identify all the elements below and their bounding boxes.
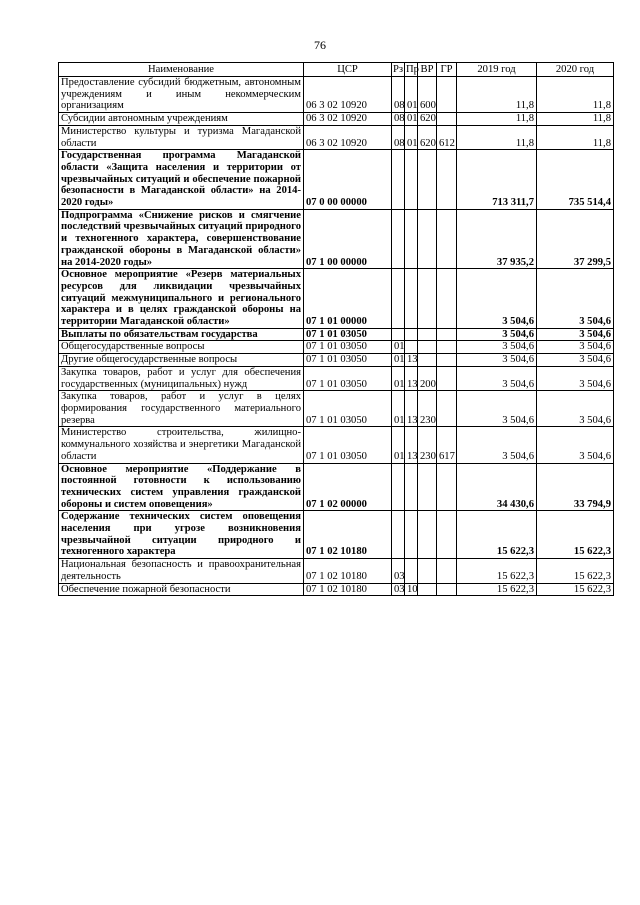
row-name: Подпрограмма «Снижение рисков и смягчение последствий чрезвычайных ситуаций природного и техногенного характера, совершенствование гражданской обороны в Магаданской области» на 2014-2020 годы» xyxy=(59,209,304,269)
row-pr: 13 xyxy=(405,427,418,463)
row-name: Содержание технических систем оповещения населения при угрозе возникновения чрезвычайной ситуации природного и техногенного характера xyxy=(59,511,304,559)
row-name: Государственная программа Магаданской области «Защита населения и территории от чрезвычайных ситуаций и обеспечение пожарной безопасности в Магаданской области» на 2014-2020 годы» xyxy=(59,150,304,210)
row-csr: 06 3 02 10920 xyxy=(304,77,392,113)
table-row xyxy=(59,328,614,341)
budget-table xyxy=(58,62,614,596)
row-amount-2020: 11,8 xyxy=(537,77,614,113)
row-csr: 07 1 01 03050 xyxy=(304,354,392,367)
row-vr: 620 xyxy=(418,113,437,126)
row-amount-2019: 15 622,3 xyxy=(457,511,537,559)
row-amount-2019: 3 504,6 xyxy=(457,427,537,463)
row-gr: 617 xyxy=(437,427,457,463)
row-csr: 07 1 01 03050 xyxy=(304,391,392,427)
row-amount-2020: 3 504,6 xyxy=(537,341,614,354)
row-vr xyxy=(418,511,437,559)
table-header-row xyxy=(59,63,614,77)
row-name: Закупка товаров, работ и услуг для обеспечения государственных (муниципальных) нужд xyxy=(59,366,304,390)
table-row xyxy=(59,354,614,367)
table-row xyxy=(59,463,614,511)
row-rz: 01 xyxy=(392,354,405,367)
row-amount-2020: 735 514,4 xyxy=(537,150,614,210)
row-pr xyxy=(405,150,418,210)
row-name: Национальная безопасность и правоохранительная деятельность xyxy=(59,559,304,583)
row-vr: 230 xyxy=(418,391,437,427)
row-amount-2019: 3 504,6 xyxy=(457,366,537,390)
row-amount-2020: 37 299,5 xyxy=(537,209,614,269)
row-amount-2020: 15 622,3 xyxy=(537,559,614,583)
col-header-pr: Пр xyxy=(406,63,419,75)
row-csr: 07 1 02 10180 xyxy=(304,583,392,596)
row-csr: 06 3 02 10920 xyxy=(304,125,392,149)
row-amount-2020: 11,8 xyxy=(537,125,614,149)
row-name: Министерство строительства, жилищно-коммунального хозяйства и энергетики Магаданской области xyxy=(59,427,304,463)
row-amount-2019: 3 504,6 xyxy=(457,269,537,329)
row-gr xyxy=(437,583,457,596)
row-gr xyxy=(437,328,457,341)
row-amount-2020: 11,8 xyxy=(537,113,614,126)
row-name: Министерство культуры и туризма Магаданской области xyxy=(59,125,304,149)
row-csr: 07 0 00 00000 xyxy=(304,150,392,210)
row-csr: 07 1 01 03050 xyxy=(304,328,392,341)
row-pr xyxy=(405,328,418,341)
row-rz: 08 xyxy=(392,113,405,126)
row-vr: 230 xyxy=(418,427,437,463)
row-rz: 08 xyxy=(392,125,405,149)
row-rz xyxy=(392,511,405,559)
row-pr: 13 xyxy=(405,391,418,427)
row-pr xyxy=(405,209,418,269)
row-amount-2019: 3 504,6 xyxy=(457,328,537,341)
table-row xyxy=(59,366,614,390)
row-vr: 200 xyxy=(418,366,437,390)
row-vr xyxy=(418,463,437,511)
row-amount-2020: 3 504,6 xyxy=(537,427,614,463)
row-amount-2020: 3 504,6 xyxy=(537,269,614,329)
table-row xyxy=(59,559,614,583)
row-gr xyxy=(437,341,457,354)
row-amount-2019: 11,8 xyxy=(457,77,537,113)
row-gr xyxy=(437,354,457,367)
row-name: Обеспечение пожарной безопасности xyxy=(59,583,304,596)
table-row xyxy=(59,150,614,210)
row-rz: 03 xyxy=(392,559,405,583)
row-csr: 07 1 01 03050 xyxy=(304,341,392,354)
row-pr: 13 xyxy=(405,354,418,367)
row-vr xyxy=(418,559,437,583)
row-amount-2020: 3 504,6 xyxy=(537,391,614,427)
row-pr: 13 xyxy=(405,366,418,390)
row-csr: 07 1 01 03050 xyxy=(304,427,392,463)
row-pr: 01 xyxy=(405,77,418,113)
row-gr xyxy=(437,113,457,126)
col-header-csr: ЦСР xyxy=(304,63,392,77)
row-amount-2020: 15 622,3 xyxy=(537,583,614,596)
row-amount-2019: 3 504,6 xyxy=(457,391,537,427)
col-header-rz: Рз xyxy=(393,63,404,75)
row-vr xyxy=(418,150,437,210)
table-body xyxy=(59,77,614,596)
row-pr: 01 xyxy=(405,125,418,149)
row-rz: 01 xyxy=(392,391,405,427)
row-rz xyxy=(392,269,405,329)
row-name: Другие общегосударственные вопросы xyxy=(59,354,304,367)
row-vr: 600 xyxy=(418,77,437,113)
row-amount-2019: 713 311,7 xyxy=(457,150,537,210)
row-vr xyxy=(418,209,437,269)
row-pr xyxy=(405,511,418,559)
row-csr: 06 3 02 10920 xyxy=(304,113,392,126)
table-row xyxy=(59,511,614,559)
row-csr: 07 1 00 00000 xyxy=(304,209,392,269)
row-amount-2019: 11,8 xyxy=(457,113,537,126)
table-row xyxy=(59,125,614,149)
row-pr xyxy=(405,463,418,511)
row-name: Субсидии автономным учреждениям xyxy=(59,113,304,126)
row-gr xyxy=(437,463,457,511)
row-pr: 01 xyxy=(405,113,418,126)
table-row xyxy=(59,113,614,126)
row-vr: 620 xyxy=(418,125,437,149)
table-row xyxy=(59,427,614,463)
col-header-vr: ВР xyxy=(418,63,437,77)
row-csr: 07 1 01 00000 xyxy=(304,269,392,329)
row-pr xyxy=(405,559,418,583)
row-amount-2020: 15 622,3 xyxy=(537,511,614,559)
row-vr xyxy=(418,269,437,329)
col-header-2020: 2020 год xyxy=(537,63,614,77)
row-amount-2019: 3 504,6 xyxy=(457,341,537,354)
row-name: Общегосударственные вопросы xyxy=(59,341,304,354)
row-amount-2019: 3 504,6 xyxy=(457,354,537,367)
col-header-gr: ГР xyxy=(437,63,457,77)
row-amount-2020: 3 504,6 xyxy=(537,366,614,390)
row-rz xyxy=(392,150,405,210)
row-amount-2019: 11,8 xyxy=(457,125,537,149)
table-row xyxy=(59,391,614,427)
row-amount-2019: 34 430,6 xyxy=(457,463,537,511)
row-csr: 07 1 02 10180 xyxy=(304,511,392,559)
row-name: Предоставление субсидий бюджетным, автономным учреждениям и иным некоммерческим организациям xyxy=(59,77,304,113)
table-row xyxy=(59,209,614,269)
row-gr xyxy=(437,511,457,559)
row-rz xyxy=(392,328,405,341)
row-rz: 01 xyxy=(392,427,405,463)
row-pr xyxy=(405,341,418,354)
row-vr xyxy=(418,341,437,354)
row-gr xyxy=(437,391,457,427)
col-header-2019: 2019 год xyxy=(457,63,537,77)
row-amount-2020: 3 504,6 xyxy=(537,328,614,341)
table-row xyxy=(59,341,614,354)
row-amount-2020: 3 504,6 xyxy=(537,354,614,367)
row-gr: 612 xyxy=(437,125,457,149)
row-csr: 07 1 02 00000 xyxy=(304,463,392,511)
row-pr: 10 xyxy=(405,583,418,596)
row-amount-2019: 15 622,3 xyxy=(457,559,537,583)
row-rz: 03 xyxy=(392,583,405,596)
row-name: Закупка товаров, работ и услуг в целях формирования государственного материального резерва xyxy=(59,391,304,427)
row-pr xyxy=(405,269,418,329)
row-name: Основное мероприятие «Поддержание в постоянной готовности к использованию технических систем управления гражданской обороны и систем оповещения» xyxy=(59,463,304,511)
row-name: Выплаты по обязательствам государства xyxy=(59,328,304,341)
row-vr xyxy=(418,328,437,341)
page-number: 76 xyxy=(314,38,326,52)
row-gr xyxy=(437,366,457,390)
row-amount-2019: 37 935,2 xyxy=(457,209,537,269)
row-csr: 07 1 02 10180 xyxy=(304,559,392,583)
row-amount-2019: 15 622,3 xyxy=(457,583,537,596)
row-rz xyxy=(392,463,405,511)
row-gr xyxy=(437,77,457,113)
row-rz xyxy=(392,209,405,269)
table-row xyxy=(59,269,614,329)
table-row xyxy=(59,583,614,596)
row-gr xyxy=(437,150,457,210)
row-rz: 08 xyxy=(392,77,405,113)
row-name: Основное мероприятие «Резерв материальных ресурсов для ликвидации чрезвычайных ситуаций межмуниципального и регионального характера и в целях гражданской обороны на территории Магаданской области» xyxy=(59,269,304,329)
table-row xyxy=(59,77,614,113)
row-rz: 01 xyxy=(392,341,405,354)
row-gr xyxy=(437,269,457,329)
row-csr: 07 1 01 03050 xyxy=(304,366,392,390)
row-gr xyxy=(437,209,457,269)
row-gr xyxy=(437,559,457,583)
row-vr xyxy=(418,583,437,596)
col-header-name: Наименование xyxy=(59,63,304,77)
row-vr xyxy=(418,354,437,367)
row-rz: 01 xyxy=(392,366,405,390)
row-amount-2020: 33 794,9 xyxy=(537,463,614,511)
